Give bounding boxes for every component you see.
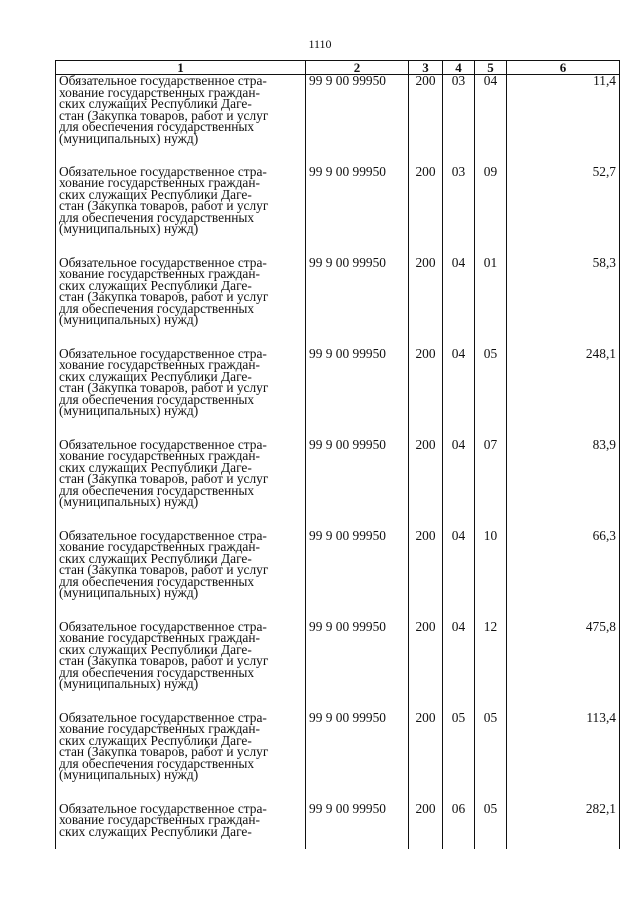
budget-code: 99 9 00 99950 xyxy=(306,439,409,530)
description-line: (муниципальных) нужд) xyxy=(59,312,199,328)
expense-type-code: 200 xyxy=(409,712,443,803)
description-line: для обеспечения государственных xyxy=(59,391,255,407)
description-line: ских служащих Республики Даге- xyxy=(59,186,252,202)
description-line: (муниципальных) нужд) xyxy=(59,585,199,601)
expense-type-code: 200 xyxy=(409,348,443,439)
amount-value: 66,3 xyxy=(507,530,620,621)
description-line: (муниципальных) нужд) xyxy=(59,403,199,419)
amount-value: 113,4 xyxy=(507,712,620,803)
description-line: для обеспечения государственных xyxy=(59,573,255,589)
description-line: Обязательное государственное стра- xyxy=(59,73,267,88)
table-row xyxy=(56,75,620,166)
description-line: стан (Закупка товаров, работ и услуг xyxy=(59,107,269,123)
description-line: хование государственных граждан- xyxy=(59,266,260,282)
section-code: 04 xyxy=(443,439,475,530)
description-line: ских служащих Республики Даге- xyxy=(59,459,252,475)
expense-type-code: 200 xyxy=(409,166,443,257)
table-row xyxy=(56,621,620,712)
section-code: 03 xyxy=(443,75,475,166)
subsection-code: 04 xyxy=(475,75,507,166)
amount-value: 282,1 xyxy=(507,803,620,849)
description-line: (муниципальных) нужд) xyxy=(59,494,199,510)
budget-code: 99 9 00 99950 xyxy=(306,530,409,621)
description-line: хование государственных граждан- xyxy=(59,448,260,464)
expense-type-code: 200 xyxy=(409,530,443,621)
row-description xyxy=(56,709,306,803)
expense-type-code: 200 xyxy=(409,257,443,348)
description-line: ских служащих Республики Даге- xyxy=(59,641,252,657)
amount-value: 52,7 xyxy=(507,166,620,257)
description-line: хование государственных граждан- xyxy=(59,357,260,373)
subsection-code: 07 xyxy=(475,439,507,530)
description-line: ских служащих Республики Даге- xyxy=(59,732,252,748)
budget-code: 99 9 00 99950 xyxy=(306,257,409,348)
column-header: 6 xyxy=(507,61,620,75)
table-row xyxy=(56,530,620,621)
description-line: Обязательное государственное стра- xyxy=(59,709,267,725)
description-line: хование государственных граждан- xyxy=(59,721,260,737)
table-row xyxy=(56,712,620,803)
expense-type-code: 200 xyxy=(409,621,443,712)
description-line: ских служащих Республики Даге- xyxy=(59,277,252,293)
description-line: хование государственных граждан- xyxy=(59,539,260,555)
amount-value: 58,3 xyxy=(507,257,620,348)
amount-value: 83,9 xyxy=(507,439,620,530)
subsection-code: 10 xyxy=(475,530,507,621)
table-row xyxy=(56,166,620,257)
description-line: стан (Закупка товаров, работ и услуг xyxy=(59,653,269,669)
description-line: Обязательное государственное стра- xyxy=(59,345,267,361)
description-line: стан (Закупка товаров, работ и услуг xyxy=(59,289,269,305)
section-code: 04 xyxy=(443,348,475,439)
subsection-code: 05 xyxy=(475,712,507,803)
section-code: 06 xyxy=(443,803,475,849)
description-line: ских служащих Республики Даге- xyxy=(59,823,252,839)
expense-type-code: 200 xyxy=(409,75,443,166)
column-header: 4 xyxy=(443,61,475,75)
section-code: 04 xyxy=(443,530,475,621)
section-code: 03 xyxy=(443,166,475,257)
budget-table xyxy=(55,60,620,849)
subsection-code: 05 xyxy=(475,803,507,849)
expense-type-code: 200 xyxy=(409,803,443,849)
description-line: хование государственных граждан- xyxy=(59,84,260,100)
description-line: (муниципальных) нужд) xyxy=(59,221,199,237)
description-line: для обеспечения государственных xyxy=(59,482,255,498)
column-header: 2 xyxy=(306,61,409,75)
table-body xyxy=(56,75,620,849)
table-row xyxy=(56,803,620,849)
row-description xyxy=(56,163,306,257)
table-row xyxy=(56,439,620,530)
table-row xyxy=(56,257,620,348)
row-description xyxy=(56,436,306,530)
description-line: для обеспечения государственных xyxy=(59,300,255,316)
amount-value: 11,4 xyxy=(507,75,620,166)
row-description xyxy=(56,800,306,849)
page-number: 1110 xyxy=(308,37,332,51)
budget-code: 99 9 00 99950 xyxy=(306,166,409,257)
description-line: для обеспечения государственных xyxy=(59,209,255,225)
amount-value: 248,1 xyxy=(507,348,620,439)
column-header: 3 xyxy=(409,61,443,75)
description-line: Обязательное государственное стра- xyxy=(59,800,267,816)
subsection-code: 05 xyxy=(475,348,507,439)
row-description xyxy=(56,618,306,712)
subsection-code: 01 xyxy=(475,257,507,348)
table-row xyxy=(56,348,620,439)
description-line: Обязательное государственное стра- xyxy=(59,436,267,452)
budget-code: 99 9 00 99950 xyxy=(306,621,409,712)
description-line: стан (Закупка товаров, работ и услуг xyxy=(59,471,269,487)
description-line: (муниципальных) нужд) xyxy=(59,130,199,146)
column-header: 1 xyxy=(56,61,306,75)
description-line: Обязательное государственное стра- xyxy=(59,527,267,543)
description-line: (муниципальных) нужд) xyxy=(59,676,199,692)
description-line: для обеспечения государственных xyxy=(59,755,255,771)
description-line: стан (Закупка товаров, работ и услуг xyxy=(59,562,269,578)
section-code: 04 xyxy=(443,621,475,712)
description-line: Обязательное государственное стра- xyxy=(59,254,267,270)
description-line: Обязательное государственное стра- xyxy=(59,163,267,179)
description-line: хование государственных граждан- xyxy=(59,175,260,191)
budget-code: 99 9 00 99950 xyxy=(306,803,409,849)
section-code: 04 xyxy=(443,257,475,348)
expense-type-code: 200 xyxy=(409,439,443,530)
description-line: хование государственных граждан- xyxy=(59,812,260,828)
description-line: стан (Закупка товаров, работ и услуг xyxy=(59,380,269,396)
description-line: Обязательное государственное стра- xyxy=(59,618,267,634)
description-line: хование государственных граждан- xyxy=(59,630,260,646)
budget-code: 99 9 00 99950 xyxy=(306,712,409,803)
column-header: 5 xyxy=(475,61,507,75)
description-line: для обеспечения государственных xyxy=(59,119,255,135)
budget-code: 99 9 00 99950 xyxy=(306,348,409,439)
amount-value: 475,8 xyxy=(507,621,620,712)
description-line: для обеспечения государственных xyxy=(59,664,255,680)
row-description xyxy=(56,345,306,439)
subsection-code: 12 xyxy=(475,621,507,712)
description-line: стан (Закупка товаров, работ и услуг xyxy=(59,744,269,760)
description-line: ских служащих Республики Даге- xyxy=(59,96,252,112)
row-description xyxy=(56,75,306,166)
row-description xyxy=(56,527,306,621)
description-line: стан (Закупка товаров, работ и услуг xyxy=(59,198,269,214)
description-line: ских служащих Республики Даге- xyxy=(59,368,252,384)
section-code: 05 xyxy=(443,712,475,803)
row-description xyxy=(56,254,306,348)
description-line: ских служащих Республики Даге- xyxy=(59,550,252,566)
description-line: (муниципальных) нужд) xyxy=(59,767,199,783)
subsection-code: 09 xyxy=(475,166,507,257)
budget-code: 99 9 00 99950 xyxy=(306,75,409,166)
